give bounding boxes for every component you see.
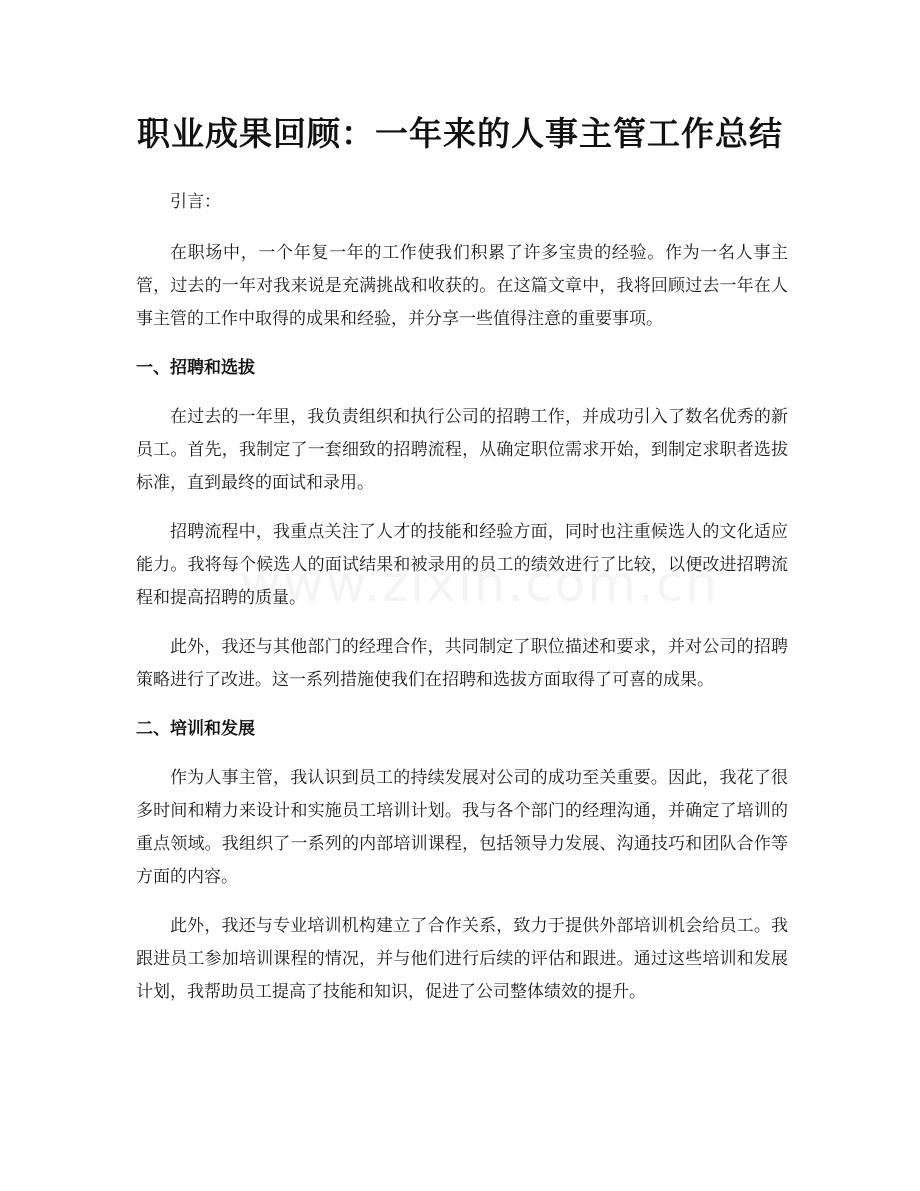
intro-paragraph: 在职场中，一个年复一年的工作使我们积累了许多宝贵的经验。作为一名人事主管，过去的一年对我来说是充满挑战和收获的。在这篇文章中，我将回顾过去一年在人事主管的工作中取得的成果和经验，并分享一些值得注意的重要事项。 [136, 243, 788, 329]
page-title: 职业成果回顾：一年来的人事主管工作总结 [137, 114, 783, 153]
recruitment-paragraph-2: 招聘流程中，我重点关注了人才的技能和经验方面，同时也注重候选人的文化适应能力。我将每个候选人的面试结果和被录用的员工的绩效进行了比较，以便改进招聘流程和提高招聘的质量。 [136, 522, 788, 608]
recruitment-paragraph-1: 在过去的一年里，我负责组织和执行公司的招聘工作，并成功引入了数名优秀的新员工。首先，我制定了一套细致的招聘流程，从确定职位需求开始，到制定求职者选拔标准，直到最终的面试和录用。 [136, 407, 788, 493]
document-body [136, 186, 788, 1025]
recruitment-paragraph-3: 此外，我还与其他部门的经理合作，共同制定了职位描述和要求，并对公司的招聘策略进行了改进。这一系列措施使我们在招聘和选拔方面取得了可喜的成果。 [136, 637, 788, 690]
section-heading-recruitment: 一、招聘和选拔 [136, 358, 255, 378]
section-heading-training: 二、培训和发展 [136, 719, 255, 739]
training-paragraph-1: 作为人事主管，我认识到员工的持续发展对公司的成功至关重要。因此，我花了很多时间和精力来设计和实施员工培训计划。我与各个部门的经理沟通，并确定了培训的重点领域。我组织了一系列的内部培训课程，包括领导力发展、沟通技巧和团队合作等方面的内容。 [136, 768, 788, 887]
intro-label: 引言： [170, 192, 221, 212]
training-paragraph-2: 此外，我还与专业培训机构建立了合作关系，致力于提供外部培训机会给员工。我跟进员工参加培训课程的情况，并与他们进行后续的评估和跟进。通过这些培训和发展计划，我帮助员工提高了技能和知识，促进了公司整体绩效的提升。 [136, 916, 788, 1002]
